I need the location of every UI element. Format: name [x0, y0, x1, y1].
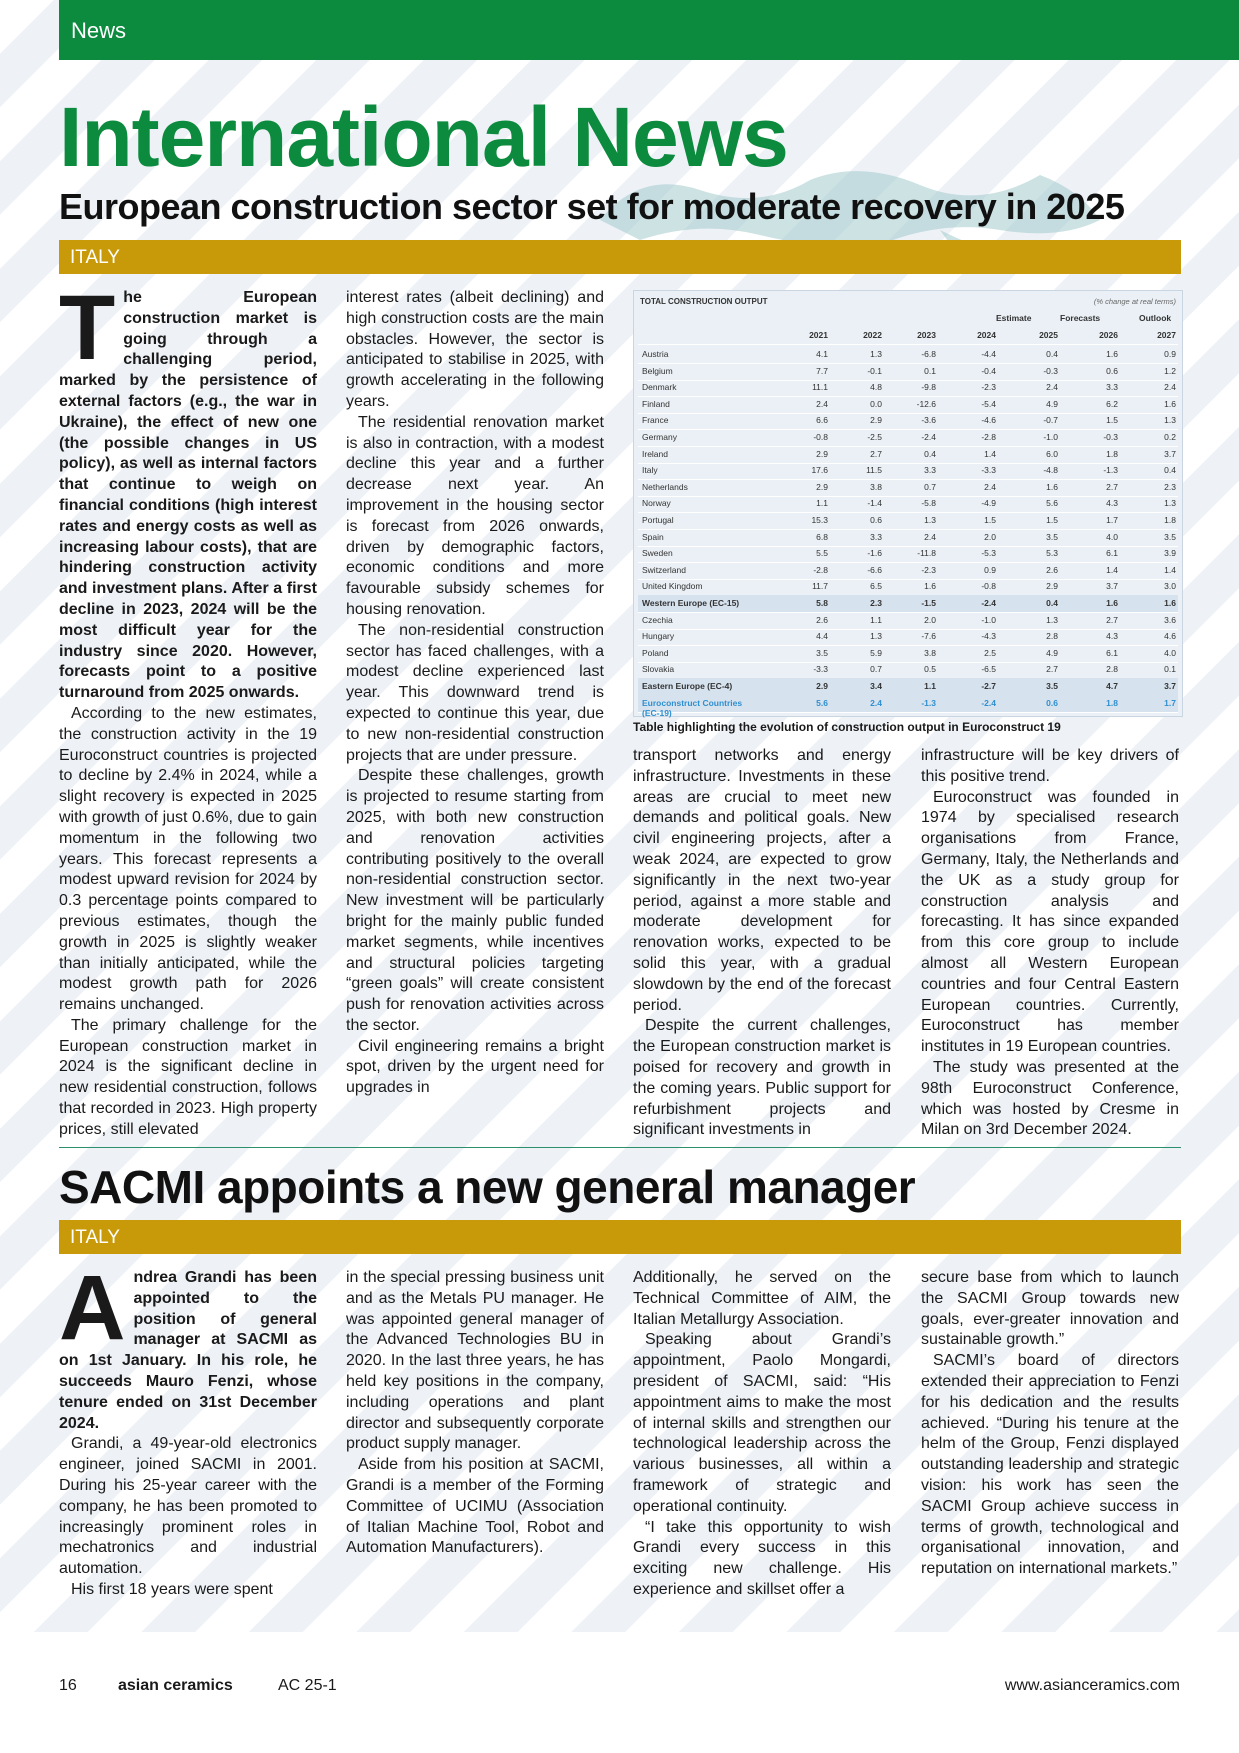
article2-paragraph: in the special pressing business unit and as the Metals PU manager. He was appointed general manager of the Advanced Technologies BU in 2020. In the last three years, he has held key positions in the company, including operations and plant director and subsequently corporate product supply manager. [346, 1269, 604, 1453]
table-value-cell: 5.6 [816, 697, 828, 708]
table-value-cell: 4.7 [1106, 681, 1118, 691]
table-country-cell: Poland [642, 647, 669, 658]
table-country-cell: Belgium [642, 365, 673, 376]
table-row [638, 379, 1178, 397]
article1-paragraph: transport networks and energy infrastructure. Investments in these areas are crucial to meet new demands and political goals. New civil engineering projects, after a weak 2024, are expected to grow significantly in the next two-year period, against a more stable and moderate development for renovation works, expected to be solid this year, with a gradual slowdown by the end of the forecast period. [633, 747, 891, 1014]
table-value-cell: 6.0 [1046, 448, 1058, 459]
table-value-cell: 1.7 [1164, 697, 1176, 708]
table-row [638, 446, 1178, 464]
table-value-cell: -0.8 [981, 581, 996, 592]
table-value-cell: -1.3 [1103, 465, 1118, 476]
table-group-estimate: Estimate [996, 313, 1032, 323]
table-value-cell: 6.2 [1106, 398, 1118, 409]
table-value-cell: 15.3 [811, 515, 828, 525]
table-value-cell: 11.7 [812, 581, 828, 592]
article1-column-4 [921, 746, 1179, 1141]
table-row [638, 628, 1178, 646]
table-value-cell: 1.6 [1046, 481, 1058, 492]
issue-label: AC 25-1 [278, 1677, 337, 1694]
table-value-cell: 2.9 [816, 448, 828, 459]
table-value-cell: 1.3 [870, 349, 882, 359]
table-value-cell: 2.9 [816, 681, 828, 691]
article2-paragraph: His first 18 years were spent [71, 1580, 273, 1598]
table-value-cell: 2.7 [870, 448, 882, 459]
table-row [638, 545, 1178, 563]
table-value-cell: -0.3 [1103, 432, 1118, 442]
table-value-cell: 11.5 [866, 465, 882, 476]
table-row [638, 346, 1178, 364]
table-value-cell: 3.8 [924, 647, 936, 658]
table-caption: Table highlighting the evolution of construction output in Euroconstruct 19 [633, 720, 1061, 734]
table-value-cell: 2.3 [870, 598, 882, 608]
table-value-cell: 4.0 [1164, 647, 1176, 658]
table-value-cell: 3.3 [870, 531, 882, 542]
table-value-cell: 1.1 [816, 498, 828, 509]
table-value-cell: 4.3 [1106, 631, 1118, 642]
table-value-cell: 0.6 [1046, 697, 1058, 708]
magazine-name: asian ceramics [118, 1677, 233, 1694]
article2-paragraph: Speaking about Grandi’s appointment, Paolo Mongardi, president of SACMI, said: “His appointment aims to make the most of internal skills and strengthen our technological leadership across the various businesses, all within a framework of strategic and operational continuity. [633, 1331, 891, 1515]
table-value-cell: 2.9 [870, 415, 882, 426]
table-value-cell: 0.9 [1164, 349, 1176, 359]
table-value-cell: 1.8 [1106, 697, 1118, 708]
table-value-cell: -3.3 [981, 465, 996, 476]
table-value-cell: -0.7 [1043, 415, 1058, 426]
table-value-cell: -2.3 [921, 564, 936, 575]
table-value-cell: 1.8 [1106, 448, 1118, 459]
article1-paragraph: The residential renovation market is also in contraction, with a modest decline this year and a further decrease next year. An improvement in the housing sector is forecast from 2026 onwards, driven by demographic factors, economic conditions and more favourable subsidy schemes for housing renovation. [346, 413, 604, 618]
page-title: International News [59, 90, 788, 184]
table-value-cell: 2.4 [816, 398, 828, 409]
table-year-header: 2024 [977, 330, 996, 340]
article2-column-4 [921, 1268, 1179, 1580]
table-value-cell: 1.4 [1164, 564, 1176, 575]
table-value-cell: -1.3 [921, 697, 936, 708]
table-value-cell: 4.1 [816, 349, 828, 359]
table-value-cell: -2.8 [981, 432, 996, 442]
table-value-cell: -5.3 [981, 548, 996, 559]
table-value-cell: 0.0 [870, 398, 882, 409]
article2-region-label: ITALY [70, 1227, 120, 1248]
table-value-cell: 1.8 [1164, 515, 1176, 525]
table-row [638, 529, 1178, 547]
table-value-cell: 1.5 [1046, 515, 1058, 525]
table-value-cell: 3.5 [1164, 531, 1176, 542]
table-year-header: 2022 [863, 330, 882, 340]
table-value-cell: 1.6 [1106, 349, 1118, 359]
table-value-cell: -4.4 [981, 349, 996, 359]
table-value-cell: 0.6 [1106, 365, 1118, 376]
table-value-cell: 2.7 [1046, 664, 1058, 675]
table-value-cell: 2.5 [984, 647, 996, 658]
table-row [638, 363, 1178, 381]
table-value-cell: 3.9 [1164, 548, 1176, 559]
table-value-cell: -0.8 [813, 432, 828, 442]
article1-paragraph: The non-residential construction sector has faced challenges, with a modest decline experienced last year. This downward trend is expected to continue this year, due to new non-residential construction projects that are under pressure. [346, 621, 604, 764]
table-value-cell: 6.5 [870, 581, 882, 592]
article1-headline: European construction sector set for moderate recovery in 2025 [59, 186, 1125, 227]
table-value-cell: 4.6 [1164, 631, 1176, 642]
table-value-cell: 2.8 [1046, 631, 1058, 642]
table-value-cell: -3.3 [813, 664, 828, 675]
table-value-cell: 3.7 [1164, 681, 1176, 691]
article1-column-2 [346, 288, 604, 1099]
table-value-cell: 1.3 [1164, 415, 1176, 426]
article2-lead-paragraph [59, 1257, 317, 1434]
table-country-cell: Western Europe (EC-15) [642, 598, 740, 608]
table-value-cell: 3.6 [1164, 614, 1176, 625]
table-value-cell: 2.6 [1046, 564, 1058, 575]
drop-cap: A [59, 1257, 126, 1359]
table-country-cell: Austria [642, 349, 669, 359]
table-value-cell: -4.6 [981, 415, 996, 426]
table-value-cell: 0.1 [924, 365, 936, 376]
table-value-cell: 4.4 [816, 631, 828, 642]
table-country-cell: United Kingdom [642, 581, 703, 592]
table-value-cell: 3.7 [1164, 448, 1176, 459]
table-value-cell: 4.0 [1106, 531, 1118, 542]
article1-paragraph: Despite the current challenges, the European construction market is poised for recovery and growth in the coming years. Public support for refurbishment projects and significant investments in [633, 1017, 891, 1139]
table-value-cell: 1.3 [1164, 498, 1176, 509]
table-year-header: 2021 [809, 330, 828, 340]
table-country-cell: Germany [642, 432, 677, 442]
table-value-cell: 2.4 [1046, 382, 1058, 393]
table-value-cell: 3.5 [1046, 681, 1058, 691]
table-value-cell: 2.0 [984, 531, 996, 542]
table-value-cell: -1.0 [981, 614, 996, 625]
table-row [638, 645, 1178, 663]
table-value-cell: 4.9 [1046, 398, 1058, 409]
table-country-cell: Ireland [642, 448, 668, 459]
table-value-cell: -2.4 [981, 697, 996, 708]
table-value-cell: 1.4 [984, 448, 996, 459]
table-value-cell: 0.9 [984, 564, 996, 575]
table-value-cell: 1.3 [870, 631, 882, 642]
table-value-cell: 3.3 [1106, 382, 1118, 393]
table-value-cell: 1.3 [1046, 614, 1058, 625]
article1-paragraph: The primary challenge for the European construction market in 2024 is the significant decline in new residential construction, follows that recorded in 2023. High property prices, still elevated [59, 1016, 317, 1138]
table-value-cell: -2.4 [921, 432, 936, 442]
table-value-cell: 2.4 [870, 697, 882, 708]
table-year-header: 2026 [1099, 330, 1118, 340]
article2-paragraph: SACMI’s board of directors extended their appreciation to Fenzi for his dedication and the results achieved. “During his tenure at the helm of the Group, Fenzi displayed outstanding leadership and strategic vision: his work has seen the SACMI Group achieve success in terms of growth, technological and organisational innovation, and reputation on international markets.” [921, 1352, 1179, 1578]
table-value-cell: 2.4 [1164, 382, 1176, 393]
article2-column-3 [633, 1268, 891, 1601]
table-value-cell: 3.8 [870, 481, 882, 492]
table-value-cell: 0.4 [1164, 465, 1176, 476]
table-value-cell: 2.0 [924, 614, 936, 625]
table-value-cell: -1.6 [867, 548, 882, 559]
article2-paragraph: Aside from his position at SACMI, Grandi is a member of the Forming Committee of UCIMU (Association of Italian Machine Tool, Robot and Automation Manufacturers). [346, 1456, 604, 1557]
construction-output-table [633, 290, 1183, 717]
table-value-cell: -9.8 [921, 382, 936, 393]
table-value-cell: 4.8 [870, 382, 882, 393]
table-value-cell: 1.6 [924, 581, 936, 592]
table-value-cell: 1.4 [1106, 564, 1118, 575]
table-year-header: 2025 [1039, 330, 1058, 340]
table-value-cell: -6.6 [867, 564, 882, 575]
table-row [638, 412, 1178, 430]
page-footer [0, 1632, 1239, 1753]
table-value-cell: 2.6 [816, 614, 828, 625]
table-value-cell: 6.1 [1106, 548, 1118, 559]
table-value-cell: 5.5 [816, 548, 828, 559]
table-header-row [638, 327, 1178, 345]
table-value-cell: 5.3 [1046, 548, 1058, 559]
article1-column-3 [633, 746, 891, 1141]
article2-lead-text: ndrea Grandi has been appointed to the position of general manager at SACMI as on 1st January. In his role, he succeeds Mauro Fenzi, whose tenure ended on 31st December 2024. [59, 1269, 317, 1432]
table-value-cell: 3.5 [816, 647, 828, 658]
article2-region-tag [59, 1220, 1181, 1254]
table-value-cell: 0.4 [1046, 349, 1058, 359]
table-value-cell: -0.3 [1043, 365, 1058, 376]
article2-paragraph: Grandi, a 49-year-old electronics engineer, joined SACMI in 2001. During his 25-year career with the company, he has been promoted to increasingly prominent roles in mechatronics and industrial automation. [59, 1435, 317, 1578]
table-value-cell: 0.2 [1164, 432, 1176, 442]
table-value-cell: 6.1 [1106, 647, 1118, 658]
table-country-cell: Eastern Europe (EC-4) [642, 681, 733, 691]
article2-paragraph: Additionally, he served on the Technical Committee of AIM, the Italian Metallurgy Association. [633, 1269, 891, 1328]
table-value-cell: 2.7 [1106, 481, 1118, 492]
table-row [638, 512, 1178, 530]
section-divider [59, 1147, 1181, 1148]
table-group-outlook: Outlook [1139, 313, 1172, 323]
table-year-header: 2023 [917, 330, 936, 340]
table-note: (% change at real terms) [1093, 297, 1176, 306]
section-label: News [71, 18, 127, 43]
table-value-cell: 1.5 [984, 515, 996, 525]
article1-paragraph: Euroconstruct was founded in 1974 by specialised research organisations from France, Germany, Italy, the Netherlands and the UK as a study group for construction analysis and forecasting. It has since expanded from this core group to include almost all Western European countries and four Central Eastern European countries. Currently, Euroconstruct has member institutes in 19 European countries. [921, 788, 1179, 1056]
table-value-cell: -2.7 [981, 681, 996, 691]
article1-paragraph: Civil engineering remains a bright spot, driven by the urgent need for upgrades in [346, 1037, 604, 1097]
article1-lead-text: he European construction market is going through a challenging period, marked by the persistence of external factors (e.g., the war in Ukraine), the effect of new one (the possible changes in US policy), as well as internal factors that continue to weigh on financial conditions (high interest rates and energy costs as well as increasing labour costs), that are hindering construction activity and investment plans. After a first decline in 2023, 2024 will be the most difficult year for the industry since 2020. However, forecasts point to a positive turnaround from 2025 onwards. [59, 289, 317, 702]
table-value-cell: -6.5 [981, 664, 996, 675]
table-value-cell: -1.5 [921, 598, 936, 608]
table-value-cell: -4.3 [981, 631, 996, 642]
article1-region-tag [59, 240, 1181, 274]
table-value-cell: 17.6 [811, 465, 828, 476]
table-row [638, 678, 1178, 696]
table-value-cell: 5.6 [1046, 498, 1058, 509]
table-value-cell: 3.5 [1046, 531, 1058, 542]
table-value-cell: -3.6 [921, 415, 936, 426]
table-row [638, 578, 1178, 596]
table-value-cell: 0.4 [924, 448, 936, 459]
table-row [638, 396, 1178, 414]
table-value-cell: 2.9 [816, 481, 828, 492]
article1-region-label: ITALY [70, 247, 120, 268]
table-value-cell: 2.7 [1106, 614, 1118, 625]
table-value-cell: 7.7 [816, 365, 828, 376]
drop-cap: T [59, 277, 116, 379]
table-value-cell: 5.9 [870, 647, 882, 658]
table-value-cell: -1.0 [1043, 432, 1058, 442]
table-value-cell: -0.1 [867, 365, 882, 376]
table-country-cell: Italy [642, 465, 658, 476]
table-value-cell: -11.8 [917, 548, 936, 559]
table-value-cell: 1.1 [924, 681, 936, 691]
table-title: TOTAL CONSTRUCTION OUTPUT [640, 297, 768, 306]
table-row [638, 479, 1178, 497]
table-value-cell: -2.4 [981, 598, 996, 608]
table-value-cell: 1.5 [1106, 415, 1118, 426]
table-value-cell: 2.8 [1106, 664, 1118, 675]
table-value-cell: 0.7 [924, 481, 936, 492]
article1-paragraph: infrastructure will be key drivers of this positive trend. [921, 747, 1179, 785]
table-value-cell: -5.4 [981, 398, 996, 409]
article1-paragraph: The study was presented at the 98th Euroconstruct Conference, which was hosted by Cresme in Milan on 3rd December 2024. [921, 1058, 1179, 1139]
table-value-cell: 0.7 [870, 664, 882, 675]
table-country-cell: Finland [642, 398, 670, 409]
page-number: 16 [59, 1677, 77, 1694]
table-value-cell: -12.6 [916, 398, 936, 409]
table-value-cell: -0.4 [981, 365, 996, 376]
table-value-cell: 5.8 [816, 598, 828, 608]
table-country-cell: Slovakia [642, 664, 675, 675]
table-value-cell: 3.7 [1106, 581, 1118, 592]
table-year-header: 2027 [1157, 330, 1176, 340]
table-value-cell: 2.3 [1164, 481, 1176, 492]
table-value-cell: 0.5 [924, 664, 936, 675]
article1-paragraph: interest rates (albeit declining) and high construction costs are the main obstacles. However, the sector is anticipated to stabilise in 2025, with growth accelerating in the following years. [346, 289, 604, 410]
table-value-cell: -7.6 [921, 631, 936, 642]
table-value-cell: 3.3 [924, 465, 936, 476]
table-value-cell: 1.6 [1164, 598, 1176, 608]
table-group-forecasts: Forecasts [1060, 313, 1101, 323]
table-value-cell: -2.3 [981, 382, 996, 393]
table-value-cell: -1.4 [867, 498, 882, 509]
table-row [638, 462, 1178, 480]
table-row [638, 695, 1178, 718]
article1-paragraph: According to the new estimates, the construction activity in the 19 Euroconstruct countries is projected to decline by 2.4% in 2024, while a slight recovery is expected in 2025 with growth of just 0.6%, due to gain momentum in the following two years. This forecast represents a modest upward revision for 2024 by 0.3 percentage points compared to previous estimates, though the growth in 2025 is slightly weaker than initially anticipated, while the modest growth path for 2026 remains unchanged. [59, 704, 317, 1014]
table-value-cell: 1.3 [924, 515, 936, 525]
article1-column-1 [59, 277, 317, 1141]
table-value-cell: 11.1 [812, 382, 828, 393]
table-country-cell: Spain [642, 531, 664, 542]
table-value-cell: 0.6 [870, 515, 882, 525]
table-value-cell: 1.6 [1164, 398, 1176, 409]
table-country-cell: Sweden [642, 548, 673, 559]
table-country-cell: Czechia [642, 614, 673, 625]
table-country-cell: France [642, 415, 669, 426]
table-value-cell: -2.5 [867, 432, 882, 442]
table-value-cell: 1.1 [870, 614, 882, 625]
table-country-cell: Euroconstruct Countries (EC-19) [642, 697, 743, 718]
article2-headline: SACMI appoints a new general manager [59, 1161, 916, 1213]
table-value-cell: -2.8 [813, 564, 828, 575]
table-value-cell: 1.2 [1164, 365, 1176, 376]
table-country-cell: Denmark [642, 382, 677, 393]
table-value-cell: 4.3 [1106, 498, 1118, 509]
table-value-cell: -5.8 [921, 498, 936, 509]
website-link[interactable]: www.asianceramics.com [1004, 1677, 1180, 1694]
article2-column-2 [346, 1268, 604, 1559]
table-value-cell: 3.4 [870, 681, 882, 691]
article1-lead-paragraph [59, 277, 317, 704]
table-row [638, 429, 1178, 447]
table-value-cell: -4.9 [981, 498, 996, 509]
table-value-cell: 1.7 [1106, 515, 1118, 525]
table-row [638, 595, 1178, 613]
article2-paragraph: secure base from which to launch the SACMI Group towards new goals, ever-greater innovation and sustainable growth.” [921, 1269, 1179, 1349]
table-row [638, 562, 1178, 580]
table-value-cell: 2.4 [984, 481, 996, 492]
table-value-cell: 6.8 [816, 531, 828, 542]
section-header-bar [59, 0, 1239, 60]
table-value-cell: 2.4 [924, 531, 936, 542]
table-value-cell: 0.4 [1046, 598, 1058, 608]
table-value-cell: -4.8 [1043, 465, 1058, 476]
table-value-cell: 0.1 [1164, 664, 1176, 675]
table-country-cell: Norway [642, 498, 671, 509]
table-value-cell: -6.8 [921, 349, 936, 359]
article2-column-1 [59, 1257, 317, 1601]
article1-paragraph: Despite these challenges, growth is projected to resume starting from 2025, with both new construction and renovation activities contributing positively to the overall non-residential construction sector. New investment will be particularly bright for the mainly public funded market segments, while incentives and structural policies targeting “green goals” will create consistent push for renovation activities across the sector. [346, 767, 604, 1034]
table-country-cell: Hungary [642, 631, 675, 642]
table-row [638, 495, 1178, 513]
table-value-cell: 3.0 [1164, 581, 1176, 592]
table-country-cell: Portugal [642, 515, 674, 525]
table-value-cell: 6.6 [816, 415, 828, 426]
table-row [638, 612, 1178, 630]
article2-paragraph: “I take this opportunity to wish Grandi every success in this exciting new challenge. His experience and skillset offer a [633, 1518, 891, 1598]
table-value-cell: 2.9 [1046, 581, 1058, 592]
table-country-cell: Netherlands [642, 481, 688, 492]
table-country-cell: Switzerland [642, 564, 686, 575]
table-value-cell: 4.9 [1046, 647, 1058, 658]
table-row [638, 661, 1178, 679]
table-value-cell: 1.6 [1106, 598, 1118, 608]
